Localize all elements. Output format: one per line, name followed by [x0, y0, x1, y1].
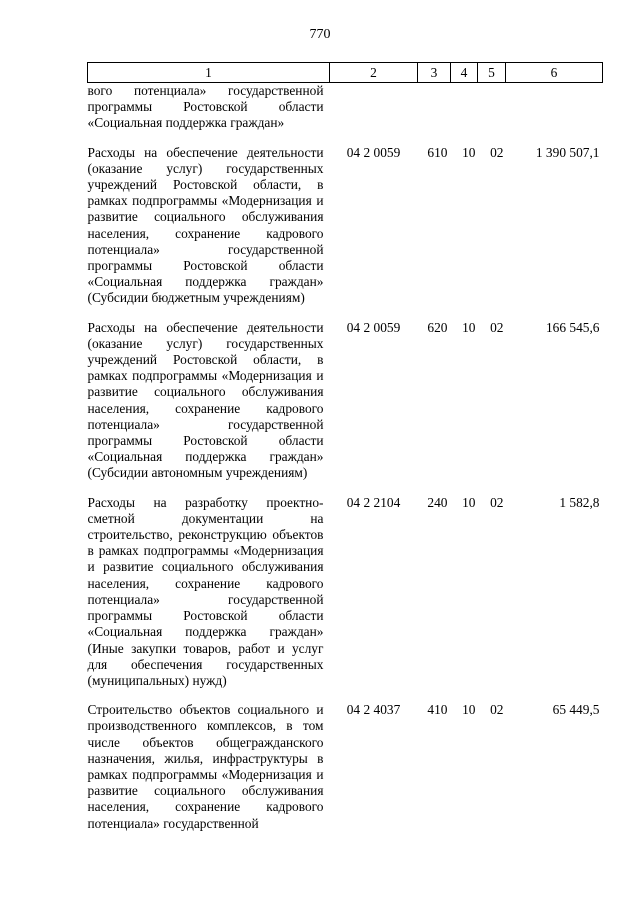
- row-description: Строительство объектов социального и производственного комплексов, в том числе объектов общегражданского назначения, жилья, инфраструктуры в рамках подпрограммы «Модернизация и развитие социального обслуживания населения, сохранение кадрового потенциала» государственной: [87, 702, 324, 831]
- row-section: 10: [462, 319, 476, 335]
- table-row: [88, 83, 603, 132]
- row-expense-type: 610: [427, 144, 448, 160]
- row-expense-type: 240: [427, 494, 448, 510]
- row-code: 04 2 0059: [346, 319, 401, 335]
- row-expense-type: [418, 83, 451, 132]
- row-section: 10: [462, 494, 476, 510]
- row-subsection: 02: [490, 319, 504, 335]
- row-code: 04 2 2104: [346, 494, 401, 510]
- row-description: Расходы на обеспечение деятельности (оказание услуг) государственных учреждений Ростовской области, в рамках подпрограммы «Модернизация и развитие социального обслуживания населения, сохранение кадрового потенциала» государственной программы Ростовской области «Социальная поддержка граждан» (Субсидии бюджетным учреждениям): [87, 144, 324, 306]
- row-expense-type: 620: [427, 319, 448, 335]
- row-subsection: 02: [490, 144, 504, 160]
- budget-table: [87, 62, 603, 832]
- header-col-4: 4: [451, 63, 478, 83]
- row-subsection: [478, 83, 506, 132]
- row-section: 10: [462, 144, 476, 160]
- row-amount: 65 449,5: [552, 702, 600, 718]
- table-header-row: [88, 63, 603, 83]
- row-description: Расходы на обеспечение деятельности (оказание услуг) государственных учреждений Ростовской области, в рамках подпрограммы «Модернизация и развитие социального обслуживания населения, сохранение кадрового потенциала» государственной программы Ростовской области «Социальная поддержка граждан» (Субсидии автономным учреждениям): [87, 319, 324, 481]
- row-subsection: 02: [490, 494, 504, 510]
- row-section: 10: [462, 702, 476, 718]
- row-amount: 166 545,6: [545, 319, 600, 335]
- row-amount: 1 390 507,1: [535, 144, 600, 160]
- row-code: 04 2 0059: [346, 144, 401, 160]
- row-description: вого потенциала» государственной программы Ростовской области «Социальная поддержка граждан»: [87, 83, 324, 131]
- row-expense-type: 410: [427, 702, 448, 718]
- table-row: [88, 482, 603, 689]
- header-col-1: 1: [88, 63, 330, 83]
- page-number: 770: [309, 27, 331, 42]
- header-col-5: 5: [478, 63, 506, 83]
- row-amount: [506, 83, 603, 132]
- table-row: [88, 307, 603, 482]
- row-code: [330, 83, 418, 132]
- header-col-6: 6: [506, 63, 603, 83]
- table-row: [88, 132, 603, 307]
- row-description: Расходы на разработку проектно-сметной документации на строительство, реконструкцию объектов в рамках подпрограммы «Модернизация и развитие социального обслуживания населения, сохранение кадрового потенциала» государственной программы Ростовской области «Социальная поддержка граждан» (Иные закупки товаров, работ и услуг для обеспечения государственных (муниципальных) нужд): [87, 494, 324, 688]
- row-subsection: 02: [490, 702, 504, 718]
- row-code: 04 2 4037: [346, 702, 401, 718]
- row-section: [451, 83, 478, 132]
- table-row: [88, 689, 603, 832]
- header-col-2: 2: [330, 63, 418, 83]
- row-amount: 1 582,8: [559, 494, 600, 510]
- header-col-3: 3: [418, 63, 451, 83]
